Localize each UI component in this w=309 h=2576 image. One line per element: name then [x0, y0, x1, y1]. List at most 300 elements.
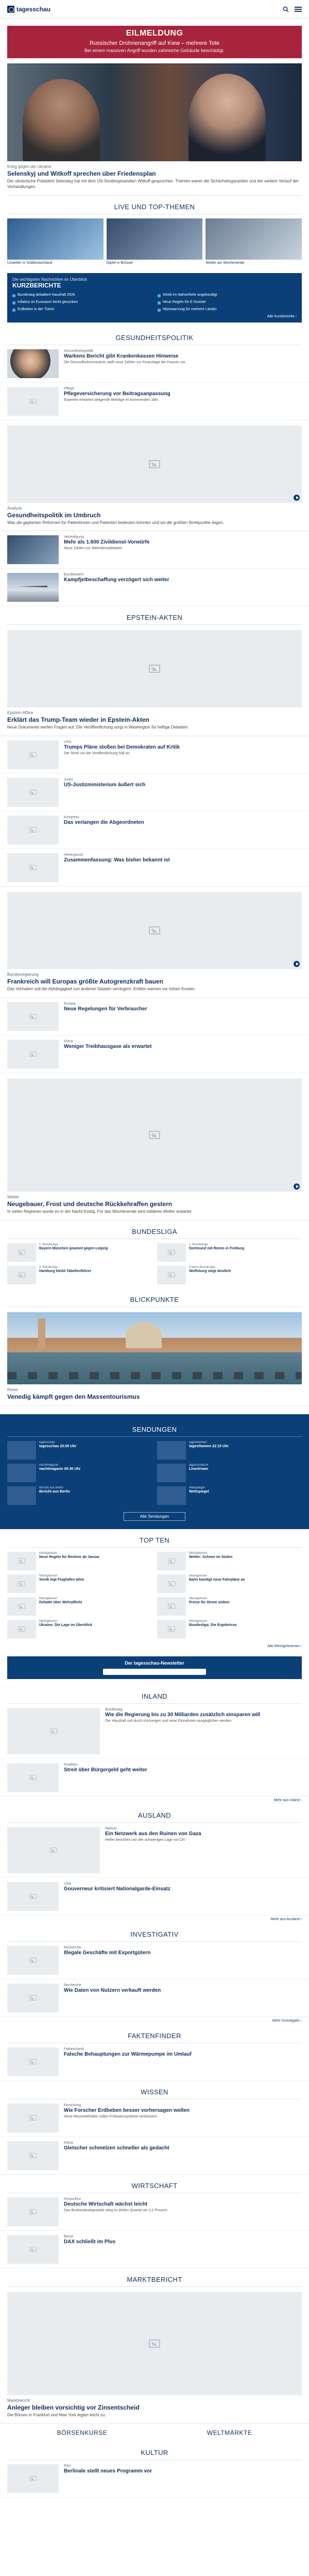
section-title-wirtschaft: WIRTSCHAFT [7, 2175, 302, 2193]
image-placeholder-icon [29, 2209, 37, 2214]
photo-card[interactable] [107, 218, 203, 265]
image-placeholder-icon [149, 665, 160, 673]
search-icon[interactable] [282, 6, 289, 13]
article-text: Die Börsen in Frankfurt und New York legten leicht zu. [7, 2412, 106, 2417]
image-placeholder-icon [50, 1728, 57, 1734]
photo-card[interactable] [205, 218, 302, 265]
image-placeholder-icon [18, 1604, 25, 1609]
article-kicker: Klima [64, 2141, 73, 2145]
article-block[interactable] [0, 503, 309, 532]
article-text: Helfer berichten von der schwierigen Lage vor Ort. [105, 1838, 186, 1842]
sendung-title: Bericht aus Berlin [39, 1490, 70, 1494]
image-placeholder-icon [29, 1958, 37, 1963]
image-placeholder-icon [18, 1626, 25, 1632]
image-placeholder [7, 1827, 100, 1873]
image-placeholder-icon [29, 865, 37, 870]
article-headline: Venedig kämpft gegen den Massentourismus [7, 1393, 140, 1400]
article-kicker: Pflege [64, 386, 74, 391]
image-placeholder-icon [168, 1273, 175, 1278]
article-image [7, 573, 59, 602]
kurzbericht-item[interactable] [12, 293, 151, 297]
article-row[interactable] [0, 2231, 309, 2268]
image-placeholder-icon [18, 1250, 25, 1255]
image-placeholder [7, 1763, 59, 1792]
article-kicker: Koalition [64, 1762, 78, 1767]
sendung-title: nachtmagazin 00:30 Uhr [39, 1467, 81, 1471]
top-ten-kicker: Meistgelesen [189, 1574, 208, 1578]
article-row[interactable] [0, 1979, 309, 2017]
article-row[interactable] [0, 1036, 309, 1073]
sendung-kicker: tagesschau [39, 1440, 55, 1444]
breaking-kicker: EILMELDUNG [126, 29, 183, 38]
sendung-item[interactable] [157, 1441, 302, 1460]
sendung-kicker: nachtmagazin [39, 1463, 59, 1467]
image-placeholder [7, 1708, 100, 1754]
article-headline: Deutsche Wirtschaft wächst leicht [64, 2201, 148, 2207]
kurzbericht-item[interactable] [12, 308, 151, 312]
sendung-image [157, 1441, 186, 1460]
image-placeholder[interactable] [7, 630, 302, 707]
top-ten-kicker: Meistgelesen [189, 1597, 208, 1600]
top-ten-item[interactable] [157, 1552, 302, 1570]
article-headline: Zusammenfassung: Was bisher bekannt ist [64, 857, 170, 863]
image-placeholder [7, 1243, 36, 1262]
article-row[interactable] [0, 1878, 309, 1916]
image-placeholder[interactable] [7, 2292, 302, 2395]
article-headline: Gouverneur kritisiert Nationalgarde-Einsatz [64, 1886, 170, 1892]
section-title-faktenfinder: FAKTENFINDER [7, 2025, 302, 2043]
article-text: Das Vorhaben soll die Abhängigkeit von anderen Staaten verringern. Kritiker warnen vor hohen Kosten. [7, 987, 196, 992]
section-title-marktbericht: MARKTBERICHT [7, 2268, 302, 2287]
article-kicker: Hintergrund [64, 853, 83, 857]
breaking-subline: Bei einem massiven Angriff wurden zahlreiche Gebäude beschädigt. [84, 48, 225, 53]
image-placeholder-icon [18, 1558, 25, 1564]
kurzbericht-text: Hitzewarnung für mehrere Länder [163, 307, 217, 311]
image-placeholder [7, 2104, 59, 2132]
article-headline: Weniger Treibhausgase als erwartet [64, 1043, 152, 1049]
article-headline: Wie die Regierung bis zu 30 Milliarden zusätzlich einsparen will [105, 1711, 261, 1718]
kurzbericht-item[interactable] [12, 300, 151, 304]
article-row[interactable] [0, 2043, 309, 2081]
article-kicker: USA [64, 1882, 72, 1886]
sendung-item[interactable] [7, 1464, 152, 1482]
bullet-icon [158, 309, 161, 312]
market-links [0, 2424, 309, 2442]
sendung-item[interactable] [157, 1486, 302, 1505]
newsletter-email-field[interactable] [103, 1669, 206, 1675]
article-row[interactable] [0, 811, 309, 849]
article-headline: Neugebauer, Frost und deutsche Rückkehraffen gestern [7, 1200, 173, 1208]
top-ten-kicker: Meistgelesen [39, 1597, 58, 1600]
image-placeholder[interactable] [7, 426, 302, 503]
image-placeholder [7, 1984, 59, 2012]
image-placeholder [7, 2464, 59, 2493]
image-placeholder-icon [29, 1775, 37, 1780]
article-kicker: Bundesregierung [7, 972, 39, 977]
article-kicker: Nahost [105, 1826, 117, 1831]
top-ten-headline: Streik legt Flughäfen lahm [39, 1578, 84, 1582]
image-placeholder[interactable] [7, 892, 302, 969]
hero-teaser[interactable] [0, 63, 309, 196]
image-placeholder-icon [50, 1848, 57, 1853]
kurzberichte-list [12, 293, 297, 312]
investigativ-more-link[interactable]: Mehr Investigativ › [272, 2019, 302, 2023]
image-placeholder [7, 2235, 59, 2264]
section-title-top-ten: TOP TEN [7, 1529, 302, 1548]
article-kicker: Faktencheck [64, 2047, 84, 2051]
section-title-epstein: EPSTEIN-AKTEN [7, 606, 302, 625]
sendung-image [157, 1486, 186, 1505]
article-kicker: Bundeswehr [64, 573, 84, 577]
article-headline: Streit über Bürgergeld geht weiter [64, 1767, 147, 1773]
image-placeholder [7, 2197, 59, 2226]
sport-headline: Wolfsburg siegt deutlich [189, 1269, 231, 1274]
article-kicker: Europa [64, 1002, 76, 1006]
article-kicker: Analyse [7, 505, 22, 511]
image-placeholder-icon [168, 1558, 175, 1564]
kurzbericht-item[interactable] [158, 308, 297, 312]
bullet-icon [12, 294, 15, 297]
article-kicker: Recherche [64, 1983, 81, 1987]
article-kicker: Kongress [64, 816, 79, 820]
article-row[interactable] [0, 998, 309, 1036]
photo-image [205, 218, 302, 260]
image-placeholder [7, 853, 59, 882]
hero-image [7, 63, 302, 161]
article-headline: Kampfjetbeschaffung verzögert sich weiter [64, 577, 169, 583]
top-ten-kicker: Meistgelesen [189, 1619, 208, 1623]
inland-more-link[interactable]: Mehr aus Inland › [273, 1798, 302, 1802]
kurzbericht-item[interactable] [158, 293, 297, 297]
kurzbericht-item[interactable] [158, 300, 297, 304]
kurzbericht-text: Bundestag debattiert Haushalt 2026 [18, 293, 75, 297]
article-row[interactable] [0, 849, 309, 887]
sport-kicker: Frauen-Bundesliga [189, 1265, 215, 1269]
image-placeholder [7, 1574, 36, 1593]
logo-text: tagesschau [16, 5, 51, 13]
article-text: Das Bruttoinlandsprodukt stieg im dritten Quartal um 0,2 Prozent. [64, 2208, 168, 2212]
sport-item[interactable] [157, 1243, 302, 1262]
image-placeholder-icon [168, 1626, 175, 1632]
image-placeholder-icon [29, 2115, 37, 2121]
image-placeholder [7, 387, 59, 416]
sendung-title: tagesthemen 22:15 Uhr [189, 1445, 229, 1449]
top-ten-item[interactable] [7, 1597, 152, 1616]
kurzbericht-text: Erdbeben in der Türkei [18, 307, 55, 311]
image-placeholder-icon [168, 1250, 175, 1255]
image-placeholder [7, 1882, 59, 1911]
article-kicker: Klima [64, 1039, 73, 1043]
sport-kicker: 1. Bundesliga [189, 1243, 208, 1246]
article-row[interactable] [0, 1823, 309, 1878]
top-ten-kicker: Meistgelesen [39, 1551, 58, 1555]
section-title-bundesliga: BUNDESLIGA [7, 1221, 302, 1239]
article-row[interactable] [0, 774, 309, 811]
newsletter-title: Der tagesschau-Newsletter [125, 1660, 184, 1666]
section-title-inland: INLAND [7, 1685, 302, 1704]
article-headline: Gesundheitspolitik im Umbruch [7, 511, 101, 519]
article-block[interactable] [0, 969, 309, 998]
section-title-ausland: AUSLAND [7, 1804, 302, 1823]
image-placeholder [157, 1620, 186, 1638]
top-ten-headline: Bahn kündigt neue Fahrpläne an [189, 1578, 245, 1582]
image-placeholder [157, 1552, 186, 1570]
image-placeholder [7, 1266, 36, 1284]
image-placeholder [7, 1002, 59, 1031]
article-headline: Frankreich will Europas größte Autogrenzkraft bauen [7, 978, 163, 986]
image-placeholder [7, 816, 59, 844]
top-ten-headline: Wetter: Schnee im Süden [189, 1555, 233, 1560]
section-title-investigativ: INVESTIGATIV [7, 1923, 302, 1942]
image-placeholder-icon [29, 2247, 37, 2252]
top-ten-kicker: Meistgelesen [189, 1551, 208, 1555]
article-text: In vielen Regionen wurde es in der Nacht frostig. Für das Wochenende wird milderes Wetter erwartet. [7, 1209, 193, 1214]
top-ten-item[interactable] [157, 1620, 302, 1638]
section-title-sendungen: SENDUNGEN [7, 1418, 302, 1437]
article-kicker: Reise [7, 1387, 18, 1392]
section-title-blickpunkte: BLICKPUNKTE [7, 1289, 302, 1307]
article-kicker: Gesundheitspolitik [64, 349, 94, 353]
top-ten-headline: Debatte über Wehrpflicht [39, 1601, 82, 1605]
sendung-image [7, 1464, 36, 1482]
article-row[interactable] [0, 2460, 309, 2498]
top-ten-headline: Neue Regeln für Rentner ab Januar [39, 1555, 100, 1560]
sendung-image [7, 1486, 36, 1505]
article-text: Neue Dokumente werfen Fragen auf. Die Veröffentlichung sorgt in Washington für heftige Debatten. [7, 725, 189, 730]
article-row[interactable] [0, 1704, 309, 1759]
article-kicker: Börse [64, 2234, 74, 2239]
newsletter-box [7, 1656, 302, 1679]
article-kicker: Verteidigung [64, 535, 84, 539]
photo-card[interactable] [7, 218, 104, 265]
article-headline: Mehr als 1.600 Zivildienst-Vorwürfe [64, 539, 150, 546]
article-kicker: Justiz [64, 778, 73, 782]
hero-caption [7, 161, 302, 196]
sendung-kicker: Bericht aus Berlin [39, 1486, 64, 1489]
header-icons [282, 6, 302, 13]
top-ten-item[interactable] [7, 1620, 152, 1638]
article-kicker: Recherche [64, 1945, 81, 1950]
image-placeholder-icon [18, 1581, 25, 1586]
image-placeholder [7, 1552, 36, 1570]
image-placeholder-icon [149, 1131, 160, 1139]
kurzbericht-text: Streik im Nahverkehr angekündigt [163, 293, 217, 297]
article-row[interactable] [0, 2137, 309, 2175]
kurzbericht-text: Neue Regeln für E-Scooter [163, 300, 207, 304]
top-ten-headline: Preise für Strom sinken [189, 1601, 230, 1605]
sport-kicker: 1. Bundesliga [39, 1243, 58, 1246]
sendung-title: Weltspiegel [189, 1490, 209, 1494]
sport-item[interactable] [7, 1266, 152, 1284]
top-ten-item[interactable] [157, 1597, 302, 1616]
top-ten-grid [0, 1548, 309, 1642]
article-kicker: Wetter [7, 1194, 20, 1199]
article-headline: Berlinale stellt neues Programm vor [64, 2468, 152, 2474]
image-placeholder-icon [29, 752, 37, 757]
image-placeholder-icon [149, 460, 160, 468]
article-headline: Trumps Pläne stoßen bei Demokraten auf Kritik [64, 744, 180, 751]
article-text: Die Gesundheitsministerin stellt neue Zahlen zur Finanzlage der Kassen vor. [64, 360, 186, 364]
article-block[interactable] [0, 707, 309, 736]
image-placeholder-icon [29, 1052, 37, 1057]
article-row[interactable] [0, 1942, 309, 1979]
sendung-image [157, 1464, 186, 1482]
article-kicker: USA [64, 740, 72, 744]
image-placeholder [7, 1040, 59, 1069]
image-placeholder [7, 1946, 59, 1975]
hero-kicker: Krieg gegen die Ukraine [7, 164, 52, 169]
sendung-item[interactable] [157, 1464, 302, 1482]
kurzberichte-box [7, 273, 302, 323]
article-headline: Ein Netzwerk aus den Ruinen von Gaza [105, 1831, 201, 1837]
section-title-wissen: WISSEN [7, 2081, 302, 2099]
article-text: Der Haushalt soll durch Kürzungen und neue Einnahmen ausgeglichen werden. [105, 1719, 233, 1723]
photo-caption: Wetter am Wochenende [205, 261, 245, 265]
section-title-kultur: KULTUR [7, 2442, 302, 2460]
image-placeholder-icon [29, 399, 37, 404]
section-title-top-themen: LIVE UND TOP-THEMEN [7, 196, 302, 214]
section-title-gesundheit: GESUNDHEITSPOLITIK [7, 327, 302, 345]
article-row[interactable] [0, 383, 309, 420]
kurzberichte-title: KURZBERICHTE [12, 281, 61, 289]
top-bar [0, 0, 309, 19]
play-icon [294, 1183, 300, 1190]
image-placeholder-icon [18, 1273, 25, 1278]
image-placeholder [157, 1597, 186, 1616]
photo-caption: Unwetter in Süddeutschland [7, 261, 53, 265]
article-row[interactable] [0, 2193, 309, 2231]
image-placeholder-icon [168, 1581, 175, 1586]
ausland-more-link[interactable]: Mehr aus Ausland › [270, 1917, 302, 1921]
sendungen-grid [0, 1437, 309, 1509]
bullet-icon [12, 301, 15, 304]
article-headline: US-Justizministerium äußert sich [64, 782, 146, 788]
photo-image [107, 218, 203, 260]
article-row[interactable] [0, 531, 309, 569]
image-placeholder [7, 2047, 59, 2076]
article-headline: Anleger bleiben vorsichtig vor Zinsentscheid [7, 2403, 140, 2411]
article-row[interactable] [0, 345, 309, 383]
blickpunkt-image[interactable] [7, 1312, 302, 1384]
sport-headline: Dortmund mit Remis in Freiburg [189, 1247, 245, 1251]
top-ten-item[interactable] [157, 1574, 302, 1593]
sendungen-section [0, 1414, 309, 1529]
photo-caption: Gipfel in Brüssel [106, 261, 133, 265]
hero-headline: Selenskyj und Witkoff sprechen über Friedensplan [7, 170, 156, 177]
image-placeholder [7, 1620, 36, 1638]
article-row[interactable] [0, 1759, 309, 1797]
top-ten-kicker: Meistgelesen [39, 1619, 58, 1623]
image-placeholder-icon [149, 926, 160, 935]
article-kicker: Bundestag [105, 1707, 123, 1711]
image-placeholder-icon [29, 827, 37, 833]
bullet-icon [158, 294, 161, 297]
article-headline: Gletscher schmelzen schneller als gedacht [64, 2145, 169, 2151]
top-ten-item[interactable] [7, 1574, 152, 1593]
article-headline: Das verlangen die Abgeordneten [64, 820, 144, 826]
all-sendungen-button[interactable]: Alle Sendungen [124, 1512, 185, 1521]
sendung-item[interactable] [7, 1486, 152, 1505]
sendung-kicker: tagesthemen [189, 1440, 207, 1444]
article-row[interactable] [0, 569, 309, 606]
top-ten-item[interactable] [7, 1552, 152, 1570]
sendung-item[interactable] [7, 1441, 152, 1460]
article-kicker: Konjunktur [64, 2197, 81, 2201]
sport-item[interactable] [7, 1243, 152, 1262]
sendung-title: Livestream [189, 1467, 208, 1471]
article-headline: Illegale Geschäfte mit Exportgütern [64, 1950, 151, 1956]
image-placeholder [7, 740, 59, 769]
weltmaerkte-link[interactable]: WELTMÄRKTE [207, 2429, 252, 2436]
image-placeholder-icon [168, 1604, 175, 1609]
menu-icon[interactable] [295, 6, 302, 13]
bundesliga-grid [0, 1239, 309, 1289]
sport-item[interactable] [157, 1266, 302, 1284]
article-headline: Warkens Bericht gibt Krankenkassen Hinweise [64, 353, 179, 359]
article-image [7, 349, 59, 378]
article-kicker: Marktbericht [7, 2398, 30, 2403]
kurzberichte-head: Die wichtigsten Nachrichten im Überblick [12, 277, 87, 282]
article-headline: Erklärt das Trump-Team wieder in Epstein-Akten [7, 716, 149, 724]
article-row[interactable] [0, 736, 309, 774]
top-ten-more-link[interactable]: Alle Meistgelesenen › [267, 1644, 302, 1648]
play-icon [294, 495, 300, 501]
sendung-kicker: Weltspiegel [189, 1486, 205, 1489]
logo[interactable] [7, 6, 50, 13]
article-block[interactable] [0, 2395, 309, 2424]
kurzberichte-more-link[interactable]: Alle Kurzberichte › [267, 314, 297, 318]
article-headline: Wie Daten von Nutzern verkauft werden [64, 1987, 161, 1993]
hero-text: Der ukrainische Präsident Selenskyj hat mit dem US-Sondergesandten Witkoff gesprochen. Themen waren die Sicherheitsgarantien und der weitere Verlauf der Verhandlungen. [7, 179, 299, 189]
photo-strip [0, 214, 309, 269]
top-ten-kicker: Meistgelesen [39, 1574, 58, 1578]
sendung-image [7, 1441, 36, 1460]
breaking-news-banner[interactable] [7, 26, 302, 58]
article-text: Neue Messmethoden sollen Frühwarnsysteme verbessern. [64, 2114, 158, 2119]
play-icon [294, 961, 300, 967]
bullet-icon [158, 301, 161, 304]
image-placeholder[interactable] [7, 1078, 302, 1192]
article-block[interactable] [0, 1384, 309, 1406]
image-placeholder-icon [29, 1995, 37, 2001]
image-placeholder-icon [29, 2153, 37, 2158]
article-image [7, 535, 59, 564]
boersenkurse-link[interactable]: BÖRSENKURSE [57, 2429, 108, 2436]
article-text: Experten erwarten steigende Beiträge im kommenden Jahr. [64, 398, 159, 402]
article-kicker: Film [64, 2464, 71, 2468]
article-headline: DAX schließt im Plus [64, 2239, 116, 2245]
image-placeholder-icon [29, 2059, 37, 2064]
kurzbericht-text: Inflation im Euroraum leicht gesunken [18, 300, 78, 304]
article-row[interactable] [0, 2099, 309, 2137]
image-placeholder-icon [29, 790, 37, 795]
sendung-title: tagesschau 20:00 Uhr [39, 1445, 77, 1449]
article-headline: Neue Regelungen für Verbraucher [64, 1006, 147, 1012]
sport-headline: Bayern München gewinnt gegen Leipzig [39, 1247, 108, 1251]
article-text: Was die geplanten Reformen für Patientinnen und Patienten bedeuten könnten und wo die größten Streitpunkte liegen. [7, 520, 224, 525]
article-headline: Wie Forscher Erdbeben besser vorhersagen wollen [64, 2107, 190, 2113]
logo-icon [7, 6, 14, 13]
article-text: Neue Zahlen zur Wehrdienstdebatte. [64, 547, 123, 551]
sendung-kicker: tagesschau24 [189, 1463, 209, 1467]
article-kicker: Epstein-Affäre [7, 710, 33, 716]
article-block[interactable] [0, 1192, 309, 1221]
image-placeholder [7, 2141, 59, 2170]
image-placeholder [157, 1574, 186, 1593]
article-kicker: Forschung [64, 2103, 81, 2107]
image-placeholder-icon [29, 2476, 37, 2481]
image-placeholder [157, 1243, 186, 1262]
